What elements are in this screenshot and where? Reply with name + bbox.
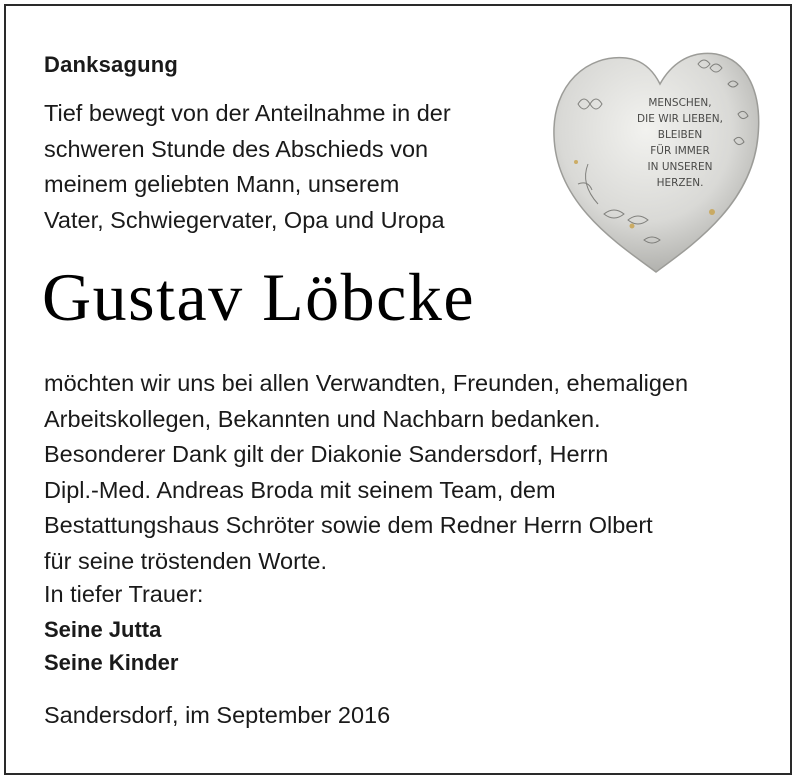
mourning-intro: In tiefer Trauer: [44,581,204,607]
body-text [44,366,774,579]
intro-line: meinem geliebten Mann, unserem [44,171,400,197]
inscription-line: FÜR IMMER [650,145,710,157]
body-line: Bestattungshaus Schröter sowie dem Redner Herrn Olbert [44,512,653,538]
body-line: für seine tröstenden Worte. [44,547,328,574]
intro-line: schweren Stunde des Abschieds von [44,135,429,162]
inscription-line: DIE WIR LIEBEN, [637,113,723,125]
heart-stone-icon [548,44,764,280]
body-line: möchten wir uns bei allen Verwandten, Freunden, ehemaligen [44,370,689,396]
intro-line: Vater, Schwiegervater, Opa und Uropa [44,206,445,233]
heading: Danksagung [44,52,179,77]
inscription-line: BLEIBEN [657,129,703,141]
inscription-line: IN UNSEREN [647,161,713,173]
intro-line: Tief bewegt von der Anteilnahme in der [44,100,451,126]
body-line: Arbeitskollegen, Bekannten und Nachbarn bedanken. [44,405,601,432]
body-line: Dipl.-Med. Andreas Broda mit seinem Team, dem [44,476,556,503]
signer-kinder: Seine Kinder [44,650,179,675]
inscription-line: MENSCHEN, [648,97,712,109]
deceased-name: Gustav Löbcke [42,259,476,335]
inscription-line: HERZEN. [656,177,704,189]
body-line: Besonderer Dank gilt der Diakonie Sandersdorf, Herrn [44,441,609,467]
place-date: Sandersdorf, im September 2016 [44,702,391,728]
intro-text [44,96,544,238]
heart-stone-image [548,44,764,280]
signer-jutta: Seine Jutta [44,617,162,642]
